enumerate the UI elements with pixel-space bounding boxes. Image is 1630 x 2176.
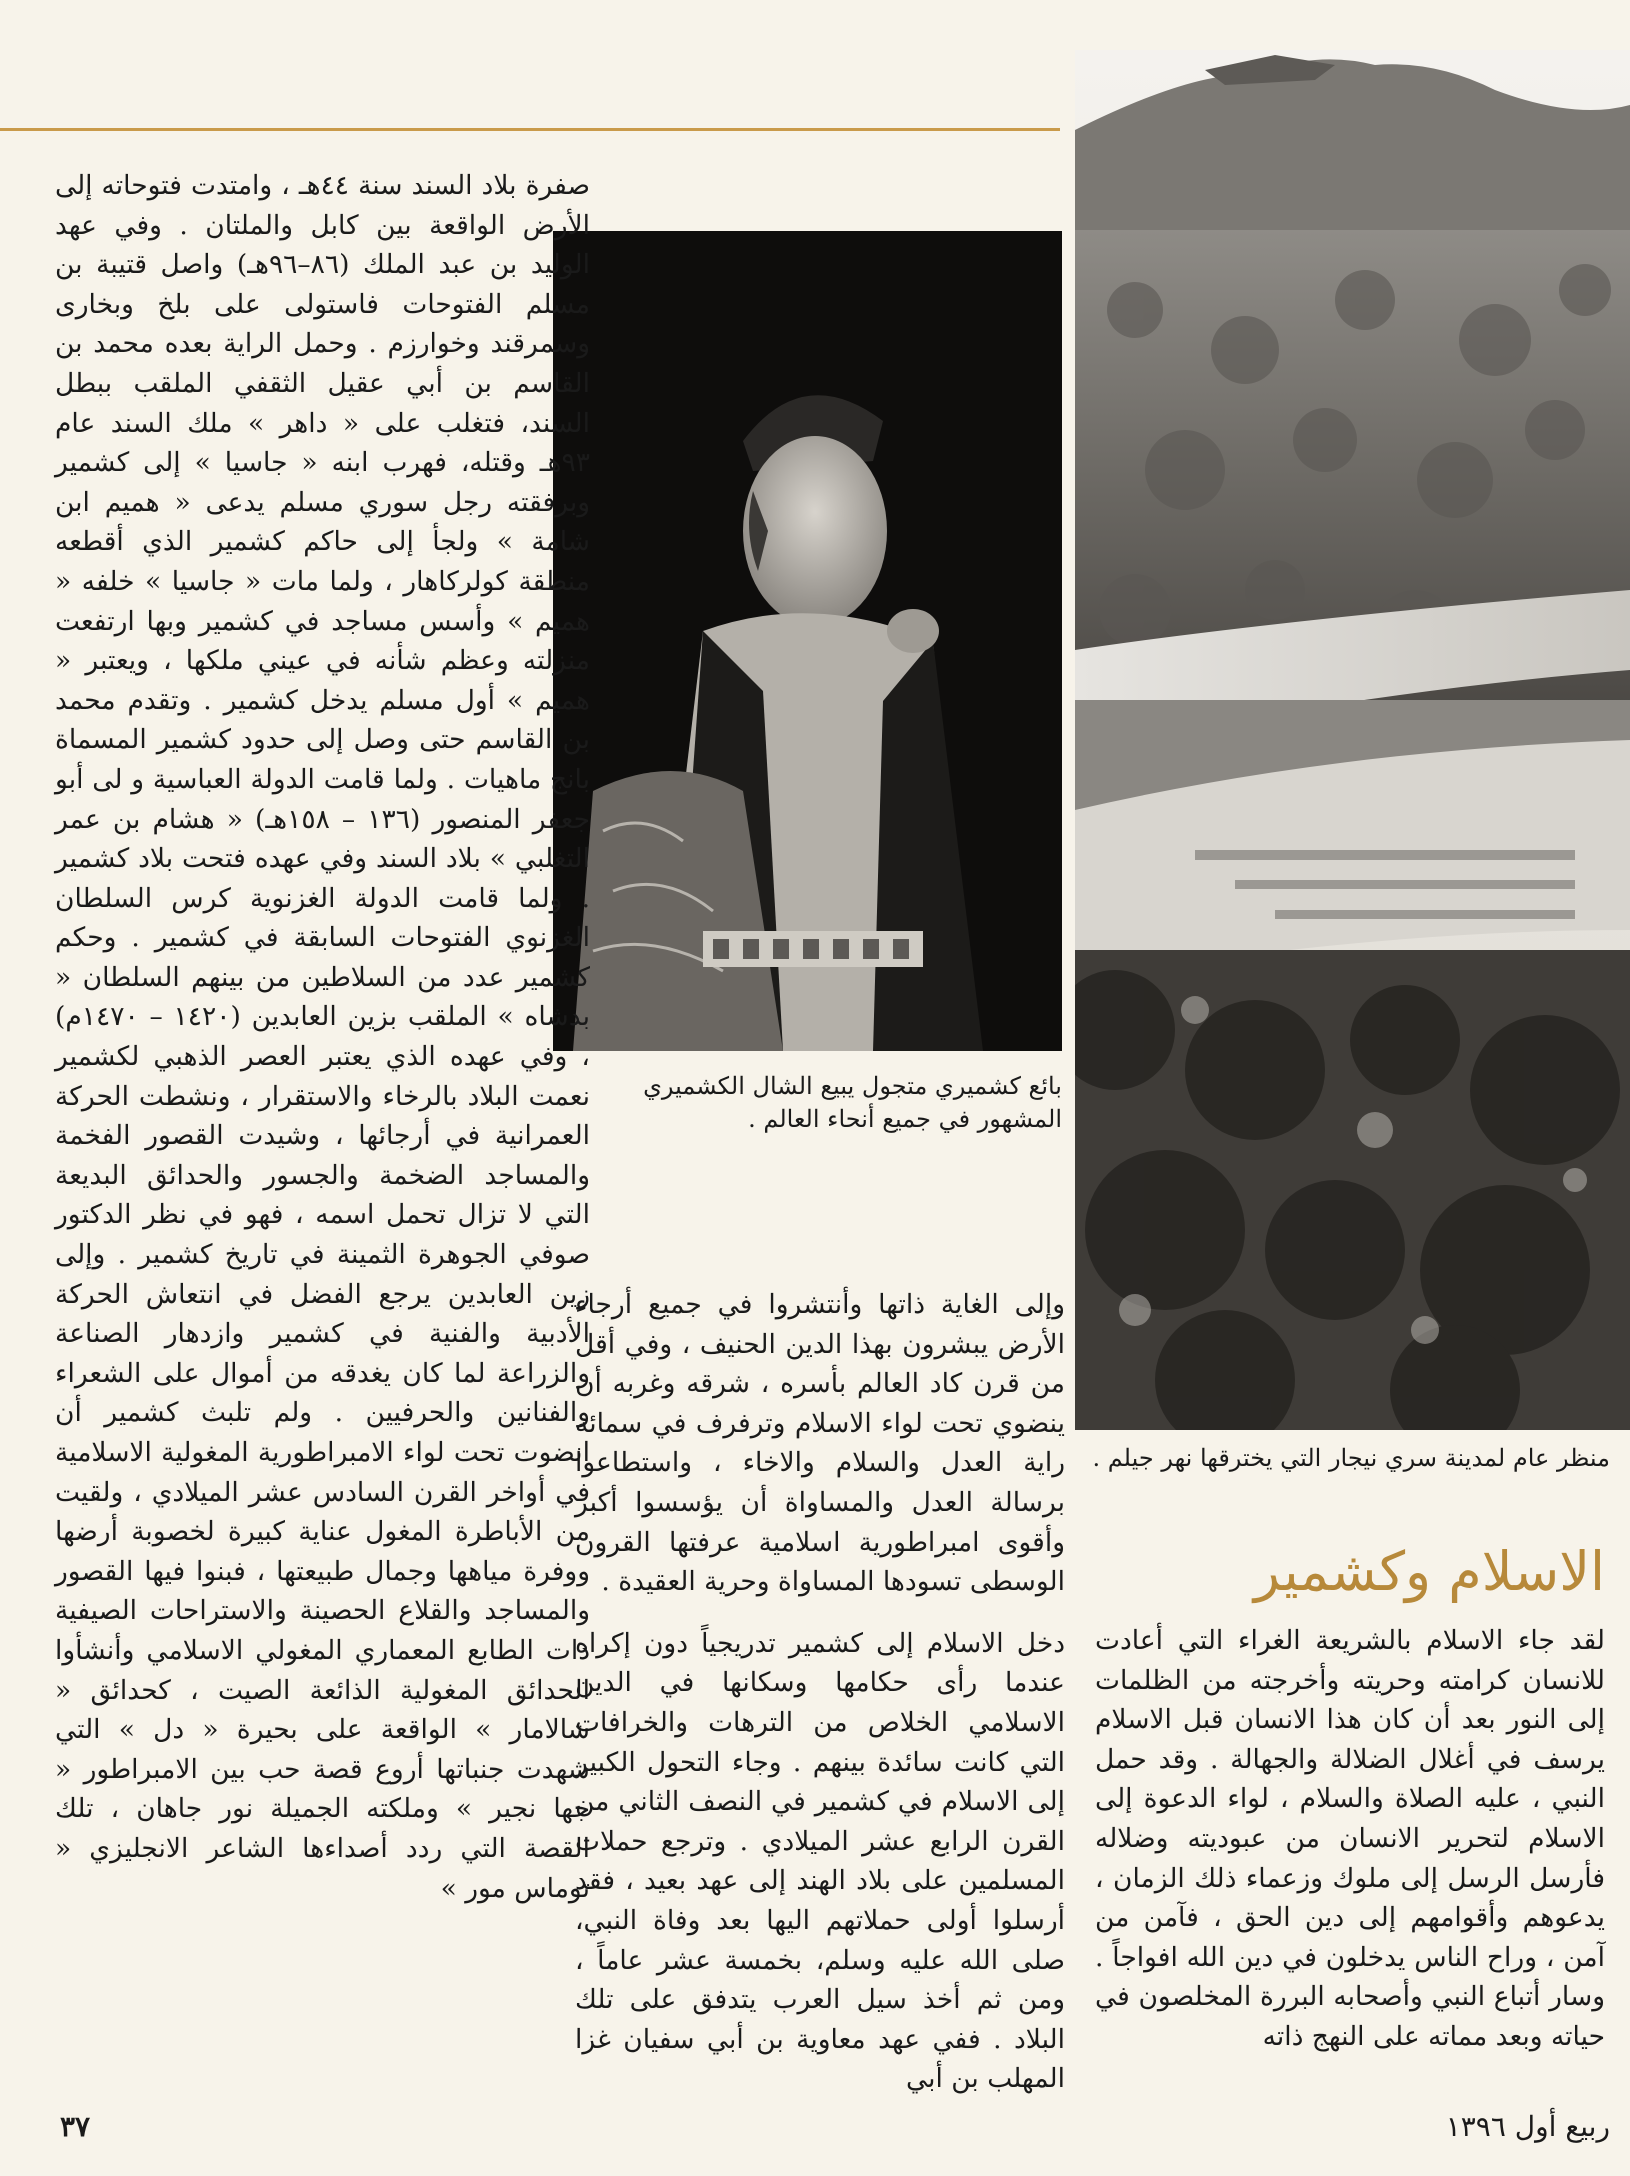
portrait-caption: بائع كشميري متجول يبيع الشال الكشميري المشهور في جميع أنحاء العالم . [643, 1072, 1062, 1133]
right-column-paragraph: لقد جاء الاسلام بالشريعة الغراء التي أعادت للانسان كرامته وحريته وأخرجته من الظلمات إلى النور بعد أن كان هذا الانسان قبل الاسلام يرسف في أغلال الضلالة والجهالة . وقد حمل النبي ، عليه الصلاة والسلام ، لواء الدعوة إلى الاسلام لتحرير الانسان من عبوديته وضلاله فأرسل الرسل إلى ملوك وزعماء ذلك الزمان ، يدعوهم وأقوامهم إلى دين الحق ، فآمن من آمن ، وراح الناس يدخلون في دين الله افواجاً . وسار أتباع النبي وأصحابه البررة المخلصون في حياته وبعد مماته على النهج ذاته [1095, 1625, 1605, 2052]
kashmiri-vendor-photo [553, 231, 1062, 1051]
page-number: ٣٧ [60, 2110, 91, 2143]
landscape-photo [1075, 50, 1630, 1430]
landscape-caption: منظر عام لمدينة سري نيجار التي يخترقها نهر جيلم . [1092, 1444, 1610, 1472]
srinagar-landscape-image [1075, 50, 1630, 1430]
top-rule [0, 128, 1060, 131]
vendor-portrait-image [553, 231, 1062, 1051]
article-title: الاسلام وكشمير [1253, 1540, 1605, 1603]
left-column-paragraph: صفرة بلاد السند سنة ٤٤هـ ، وامتدت فتوحاته إلى الأرض الواقعة بين كابل والملتان . وفي عهد الوليد بن عبد الملك (٨٦–٩٦هـ) واصل قتيبة بن مسلم الفتوحات فاستولى على بلخ وبخارى وسمرقند وخوارزم . وحمل الراية بعده محمد بن القاسم بن أبي عقيل الثقفي الملقب ببطل السند، فتغلب على « داهر » ملك السند عام ٩٣هـ وقتله، فهرب ابنه « جاسيا » إلى كشمير وبرفقته رجل سوري مسلم يدعى « هميم ابن شامة » ولجأ إلى حاكم كشمير الذي أقطعه منطقة كولركاهار ، ولما مات « جاسيا » خلفه « هميم » وأسس مساجد في كشمير وبها ارتفعت منزلته وعظم شأنه في عيني ملكها ، ويعتبر « هميم » أول مسلم يدخل كشمير . وتقدم محمد بن القاسم حتى وصل إلى حدود كشمير المسماة بانج ماهيات . ولما قامت الدولة العباسية و لى أبو جعفر المنصور (١٣٦ – ١٥٨هـ) « هشام بن عمر التغلبي » بلاد السند وفي عهده فتحت بلاد كشمير . ولما قامت الدولة الغزنوية كرس السلطان الغزنوي الفتوحات السابقة في كشمير . وحكم كشمير عدد من السلاطين من بينهم السلطان « بدشاه » الملقب بزين العابدين (١٤٢٠ – ١٤٧٠م) ، وفي عهده الذي يعتبر العصر الذهبي لكشمير نعمت البلاد بالرخاء والاستقرار ، ونشطت الحركة العمرانية في أرجائها ، وشيدت القصور الفخمة والمساجد الضخمة والجسور والحدائق البديعة التي لا تزال تحمل اسمه ، فهو في نظر الدكتور صوفي الجوهرة الثمينة في تاريخ كشمير . وإلى زين العابدين يرجع الفضل في انتعاش الحركة الأدبية والفنية في كشمير وازدهار الصناعة والزراعة لما كان يغدقه من أموال على الشعراء والفنانين والحرفيين . ولم تلبث كشمير أن انضوت تحت لواء الامبراطورية المغولية الاسلامية في أواخر القرن السادس عشر الميلادي ، ولقيت من الأباطرة المغول عناية كبيرة لخصوبة أرضها ووفرة مياهها وجمال طبيعتها ، فبنوا فيها القصور والمساجد والقلاع الحصينة والاستراحات الصيفية ذات الطابع المعماري المغولي الاسلامي وأنشأوا الحدائق المغولية الذائعة الصيت ، كحدائق « شالامار » الواقعة على بحيرة « دل » التي شهدت جنباتها أروع قصة حب بين الامبراطور « جها نجير » وملكته الجميلة نور جاهان ، تلك القصة التي ردد أصداءها الشاعر الانجليزي « توماس مور » [55, 170, 590, 1904]
right-column-text [1095, 1621, 1605, 2057]
middle-paragraph-2: دخل الاسلام إلى كشمير تدريجياً دون إكراه عندما رأى حكامها وسكانها في الدين الاسلامي الخلاص من الترهات والخرافات التي كانت سائدة بينهم . وجاء التحول الكبير إلى الاسلام في كشمير في النصف الثاني من القرن الرابع عشر الميلادي . وترجع حملات المسلمين على بلاد الهند إلى عهد بعيد ، فقد أرسلوا أولى حملاتهم اليها بعد وفاة النبي، صلى الله عليه وسلم، بخمسة عشر عاماً ، ومن ثم أخذ سيل العرب يتدفق على تلك البلاد . ففي عهد معاوية بن أبي سفيان غزا المهلب بن أبي [575, 1627, 1065, 2095]
left-column-text [55, 166, 590, 1908]
issue-date: ربيع أول ١٣٩٦ [1445, 2110, 1610, 2143]
middle-paragraph-1: وإلى الغاية ذاتها وأنتشروا في جميع أرجاء الأرض يبشرون بهذا الدين الحنيف ، وفي أقل من قرن كاد العالم بأسره ، شرقه وغربه أن ينضوي تحت لواء الاسلام وترفرف في سمائه راية العدل والسلام والاخاء ، واستطاعوا برسالة العدل والمساواة أن يؤسسوا أكبر وأقوى امبراطورية اسلامية عرفتها القرون الوسطى تسودها المساواة وحرية العقيدة . [575, 1289, 1065, 1598]
middle-column-text [575, 1285, 1065, 2099]
